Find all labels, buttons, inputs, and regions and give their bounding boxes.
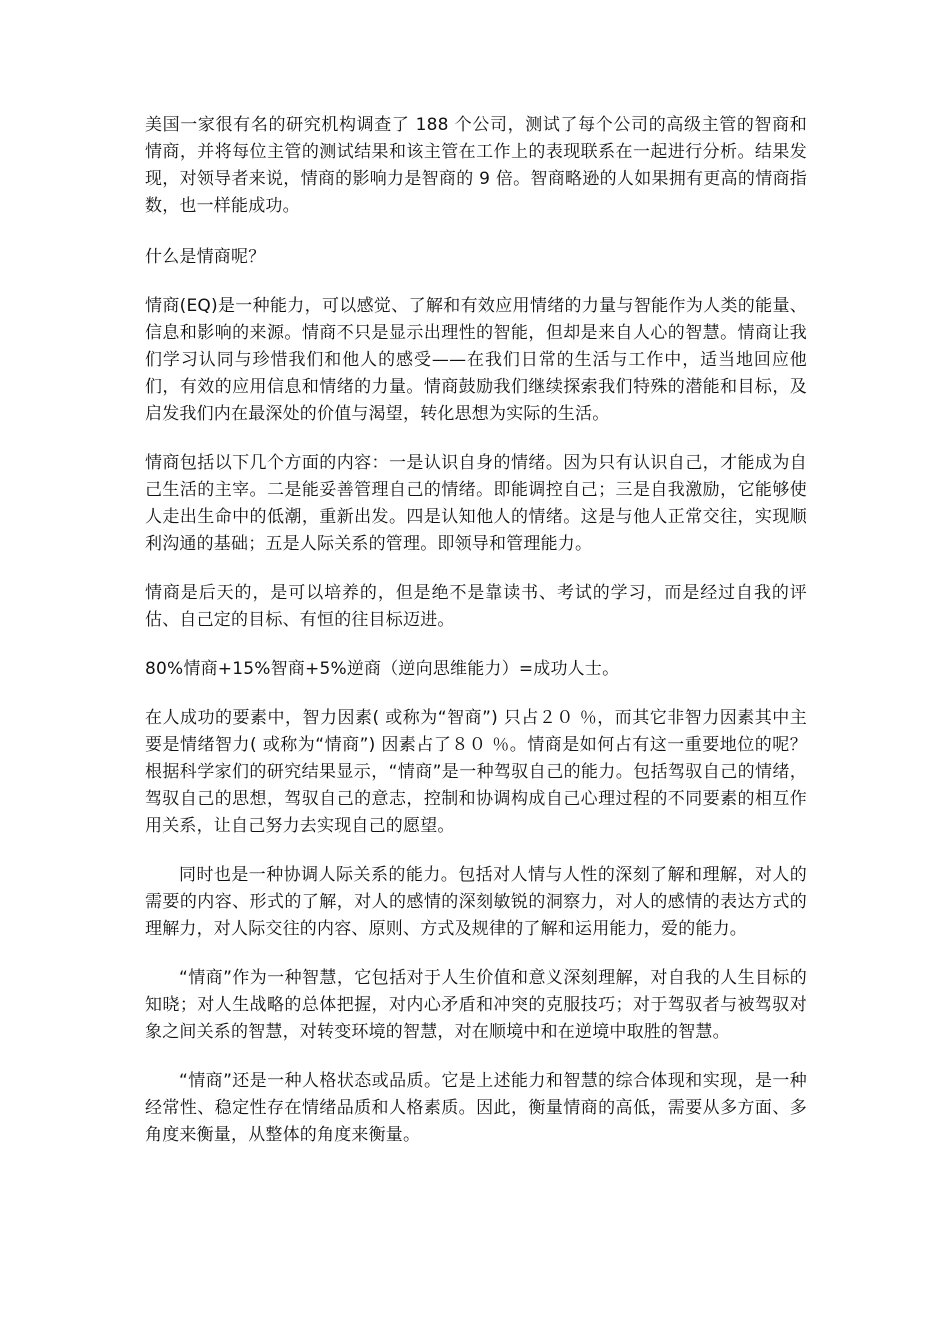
paragraph-interpersonal: 同时也是一种协调人际关系的能力。包括对人情与人性的深刻了解和理解，对人的需要的内容、形式的了解，对人的感情的深刻敏锐的洞察力，对人的感情的表达方式的理解力，对人际交往的内容、原则、方式及规律的了解和运用能力，爱的能力。 — [145, 865, 807, 939]
paragraph-wisdom: “情商”作为一种智慧，它包括对于人生价值和意义深刻理解，对自我的人生目标的知晓；对人生战略的总体把握，对内心矛盾和冲突的克服技巧；对于驾驭者与被驾驭对象之间关系的智慧，对转变环境的智慧，对在顺境中和在逆境中取胜的智慧。 — [145, 968, 807, 1042]
paragraph-acquired: 情商是后天的，是可以培养的，但是绝不是靠读书、考试的学习，而是经过自我的评估、自己定的目标、有恒的往目标迈进。 — [145, 583, 807, 630]
paragraph-components: 情商包括以下几个方面的内容：一是认识自身的情绪。因为只有认识自己，才能成为自己生活的主宰。二是能妥善管理自己的情绪。即能调控自己；三是自我激励，它能够使人走出生命中的低潮，重新出发。四是认知他人的情绪。这是与他人正常交往，实现顺利沟通的基础；五是人际关系的管理。即领导和管理能力。 — [145, 453, 807, 554]
paragraph-personality: “情商”还是一种人格状态或品质。它是上述能力和智慧的综合体现和实现，是一种经常性、稳定性存在情绪品质和人格素质。因此，衡量情商的高低，需要从多方面、多角度来衡量，从整体的角度来衡量。 — [145, 1071, 807, 1145]
document-page — [145, 112, 807, 1171]
paragraph-definition: 情商(EQ)是一种能力，可以感觉、了解和有效应用情绪的力量与智能作为人类的能量、信息和影响的来源。情商不只是显示出理性的智能，但却是来自人心的智慧。情商让我们学习认同与珍惜我们和他人的感受——在我们日常的生活与工作中，适当地回应他们，有效的应用信息和情绪的力量。情商鼓励我们继续探索我们特殊的潜能和目标，及启发我们内在最深处的价值与渴望，转化思想为实际的生活。 — [145, 296, 807, 424]
paragraph-survey: 美国一家很有名的研究机构调查了 188 个公司，测试了每个公司的高级主管的智商和情商，并将每位主管的测试结果和该主管在工作上的表现联系在一起进行分析。结果发现，对领导者来说，情商的影响力是智商的 9 倍。智商略逊的人如果拥有更高的情商指数，也一样能成功。 — [145, 115, 807, 216]
paragraph-formula: 80%情商+15%智商+5%逆商（逆向思维能力）=成功人士。 — [145, 659, 620, 679]
paragraph-question: 什么是情商呢？ — [145, 247, 266, 267]
paragraph-success-factors: 在人成功的要素中，智力因素( 或称为“智商”) 只占２０ ％，而其它非智力因素其中主要是情绪智力( 或称为“情商”) 因素占了８０ ％。情商是如何占有这一重要地位的呢？根据科学家们的研究结果显示，“情商”是一种驾驭自己的能力。包括驾驭自己的情绪，驾驭自己的思想，驾驭自己的意志，控制和协调构成自己心理过程的不同要素的相互作用关系，让自己努力去实现自己的愿望。 — [145, 708, 807, 836]
